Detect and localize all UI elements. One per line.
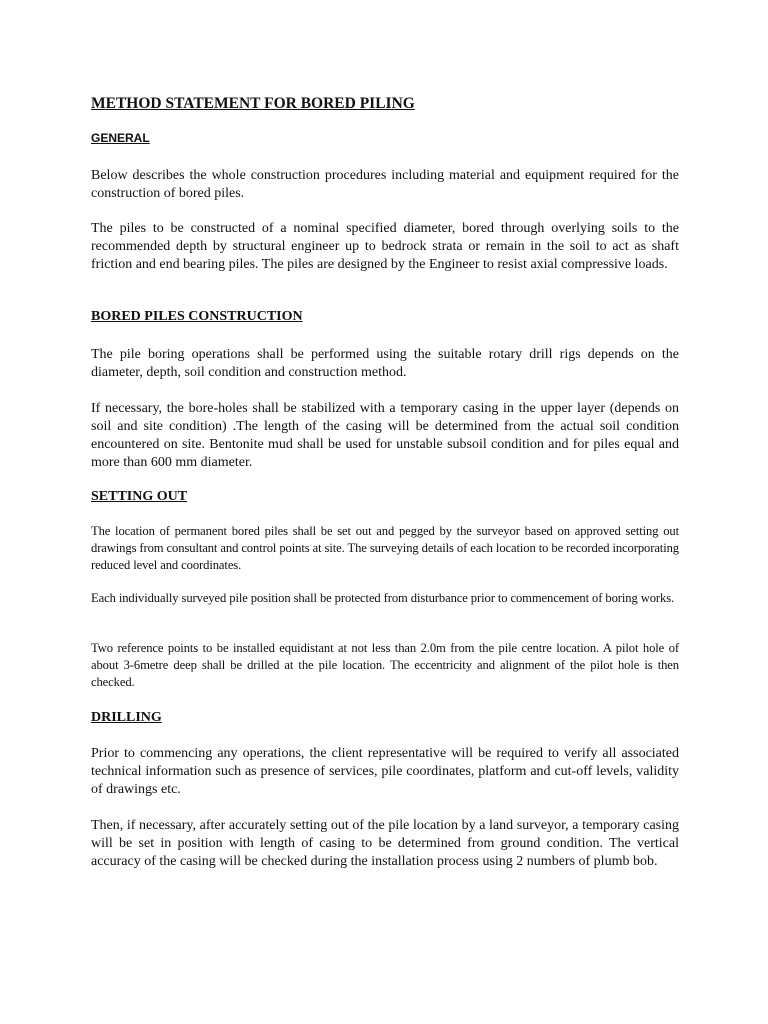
construction-heading: BORED PILES CONSTRUCTION xyxy=(91,309,303,324)
general-heading: GENERAL xyxy=(91,131,150,145)
drilling-paragraph-2: Then, if necessary, after accurately setting out of the pile location by a land surveyor, a temporary casing will be set in position with length of casing to be determined from ground condition. The vertical accuracy of the casing will be checked during the installation process using 2 numbers of plumb bob. xyxy=(91,818,679,869)
general-paragraph-2: The piles to be constructed of a nominal specified diameter, bored through overlying soils to the recommended depth by structural engineer up to bedrock strata or remain in the soil to act as shaft friction and end bearing piles. The piles are designed by the Engineer to resist axial compressive loads. xyxy=(91,221,679,272)
setting-out-paragraph-3: Two reference points to be installed equidistant at not less than 2.0m from the pile centre location. A pilot hole of about 3-6metre deep shall be drilled at the pile location. The eccentricity and alignment of the pilot hole is then checked. xyxy=(91,641,679,689)
general-paragraph-1: Below describes the whole construction procedures including material and equipment required for the construction of bored piles. xyxy=(91,168,679,201)
document-title: METHOD STATEMENT FOR BORED PILING xyxy=(91,95,415,112)
drilling-heading: DRILLING xyxy=(91,710,162,725)
construction-paragraph-1: The pile boring operations shall be performed using the suitable rotary drill rigs depends on the diameter, depth, soil condition and construction method. xyxy=(91,347,679,380)
setting-out-paragraph-2: Each individually surveyed pile position shall be protected from disturbance prior to commencement of boring works. xyxy=(91,591,675,605)
construction-paragraph-2: If necessary, the bore-holes shall be stabilized with a temporary casing in the upper layer (depends on soil and site condition) .The length of the casing will be determined from the actual soil condition encountered on site. Bentonite mud shall be used for unstable subsoil condition and for piles equal and more than 600 mm diameter. xyxy=(91,401,679,470)
setting-out-paragraph-1: The location of permanent bored piles shall be set out and pegged by the surveyor based on approved setting out drawings from consultant and control points at site. The surveying details of each location to be recorded incorporating reduced level and coordinates. xyxy=(91,524,679,572)
drilling-paragraph-1: Prior to commencing any operations, the client representative will be required to verify all associated technical information such as presence of services, pile coordinates, platform and cut-off levels, validity of drawings etc. xyxy=(91,746,679,797)
setting-out-heading: SETTING OUT xyxy=(91,489,188,504)
